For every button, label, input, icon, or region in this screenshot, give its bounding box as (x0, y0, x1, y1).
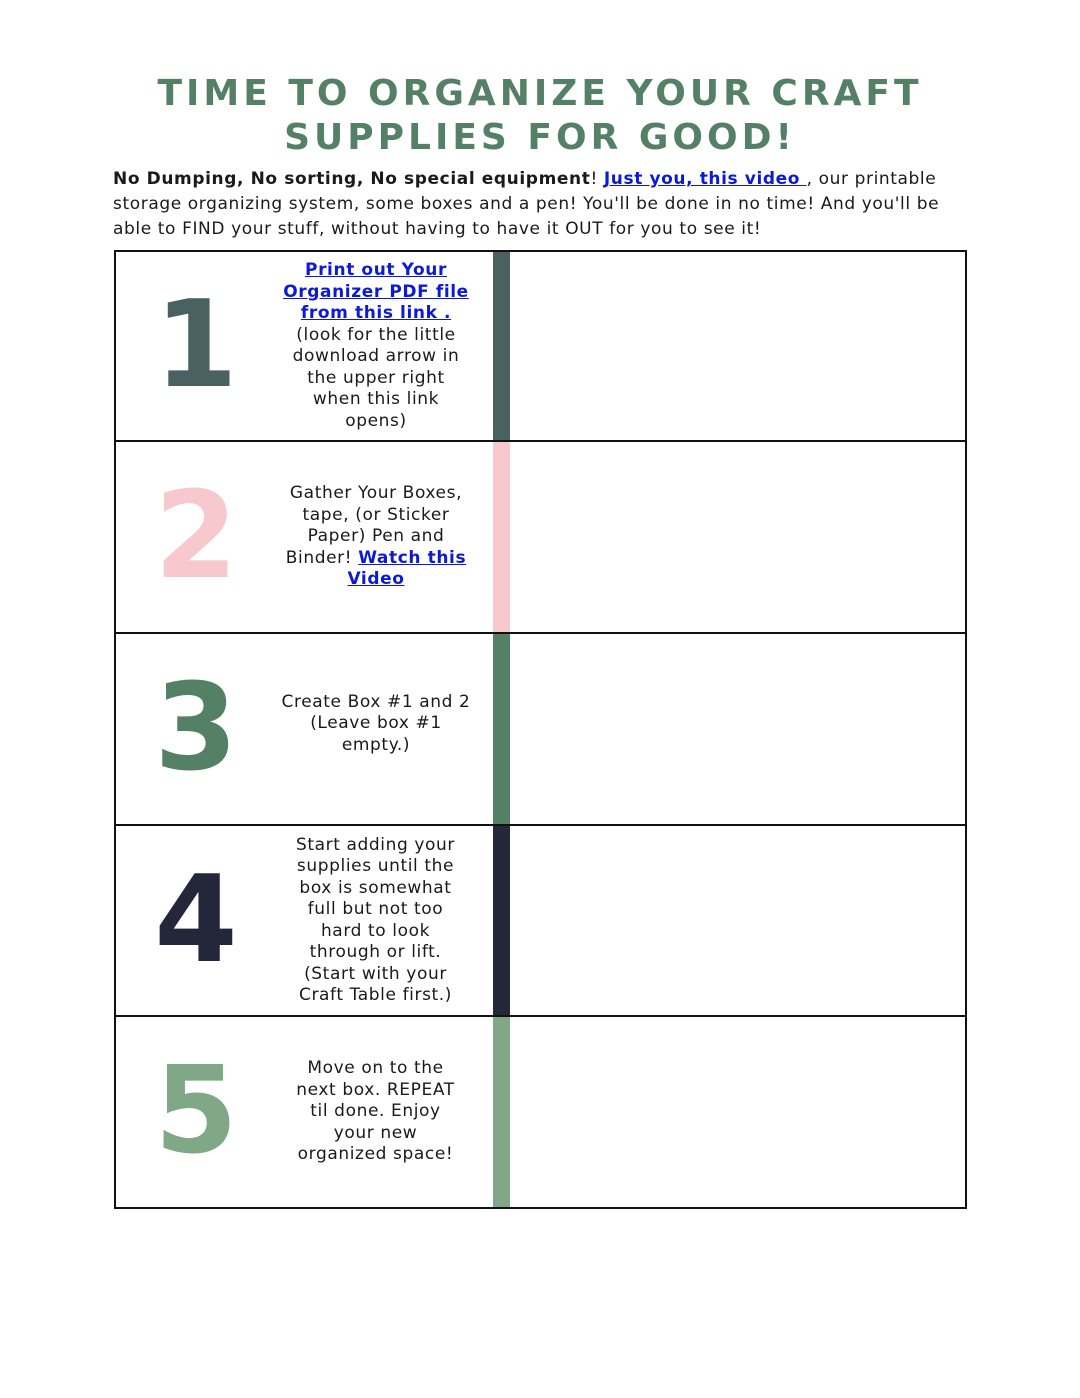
title-line-2: SUPPLIES FOR GOOD! (284, 117, 796, 158)
step-4-color-stripe (493, 826, 510, 1015)
step-1-pdf-link[interactable]: Print out Your Organizer PDF file from this link . (283, 260, 469, 323)
step-1-text: (look for the little download arrow in the upper right when this link opens) (292, 324, 460, 431)
step-3-cell (115, 633, 509, 825)
step-2-video-link[interactable]: Watch this Video (347, 547, 467, 590)
step-4-cell (115, 825, 509, 1016)
intro-paragraph (113, 167, 973, 242)
step-2-blank-cell (509, 441, 966, 633)
intro-video-link[interactable]: Just you, this video (603, 169, 807, 189)
step-1-cell (115, 251, 509, 441)
step-5-color-stripe (493, 1017, 510, 1207)
step-5-number: 5 (154, 1042, 238, 1181)
step-5-description: Move on to the next box. REPEAT til done. Enjoy your new organized space! (296, 1058, 455, 1165)
step-4-description: Start adding your supplies until the box is somewhat full but not too hard to look through or lift. (Start with your Craft Table first.) (295, 834, 456, 1005)
step-1-blank-cell (509, 251, 966, 441)
step-3-color-stripe (493, 634, 510, 824)
step-row-4 (115, 825, 966, 1016)
step-3-number: 3 (154, 659, 238, 798)
step-row-3 (115, 633, 966, 825)
step-1-color-stripe (493, 252, 510, 440)
intro-bold-text: No Dumping, No sorting, No special equipment (113, 169, 591, 189)
step-2-text: Gather Your Boxes, tape, (or Sticker Paper) Pen and Binder! (285, 483, 463, 568)
step-2-cell (115, 441, 509, 633)
step-1-number: 1 (154, 276, 238, 415)
step-2-color-stripe (493, 442, 510, 632)
intro-rest-text: , our printable storage organizing system, some boxes and a pen! You'll be done in no time! And you'll be able to FIND your stuff, without having to have it OUT for you to see it! (113, 169, 940, 239)
step-5-cell (115, 1016, 509, 1208)
step-1-description (281, 260, 471, 432)
step-4-number: 4 (154, 850, 238, 990)
step-3-description: Create Box #1 and 2 (Leave box #1 empty.) (281, 691, 471, 755)
step-row-5 (115, 1016, 966, 1208)
step-row-1 (115, 251, 966, 441)
step-5-blank-cell (509, 1016, 966, 1208)
step-row-2 (115, 441, 966, 633)
steps-table (114, 250, 967, 1209)
step-2-description (281, 483, 471, 591)
title-line-1: TIME TO ORGANIZE YOUR CRAFT (157, 73, 923, 114)
step-4-blank-cell (509, 825, 966, 1016)
intro-after-bold: ! (590, 169, 604, 189)
step-2-number: 2 (154, 467, 238, 606)
step-3-blank-cell (509, 633, 966, 825)
page-title (90, 72, 990, 160)
